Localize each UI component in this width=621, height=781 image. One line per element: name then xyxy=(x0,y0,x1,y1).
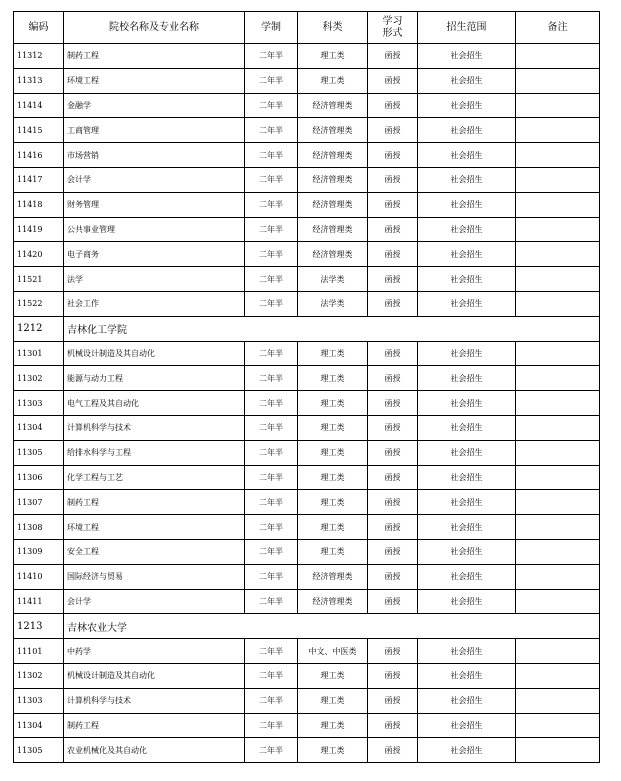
cell-code: 11417 xyxy=(14,167,64,192)
group-row xyxy=(14,316,600,341)
cell-category: 理工类 xyxy=(298,366,368,391)
table-row xyxy=(14,143,600,168)
cell-form: 函授 xyxy=(368,341,418,366)
cell-note xyxy=(516,118,600,143)
cell-scope: 社会招生 xyxy=(418,192,516,217)
table-row xyxy=(14,589,600,614)
cell-length: 二年半 xyxy=(245,639,298,664)
cell-note xyxy=(516,688,600,713)
cell-note xyxy=(516,465,600,490)
cell-length: 二年半 xyxy=(245,167,298,192)
cell-category: 理工类 xyxy=(298,415,368,440)
header-form-line1: 学习 xyxy=(382,15,403,27)
cell-length: 二年半 xyxy=(245,143,298,168)
cell-category: 理工类 xyxy=(298,713,368,738)
cell-code: 11304 xyxy=(14,713,64,738)
cell-scope: 社会招生 xyxy=(418,738,516,763)
cell-scope: 社会招生 xyxy=(418,639,516,664)
cell-name: 农业机械化及其自动化 xyxy=(64,738,245,763)
cell-form: 函授 xyxy=(368,738,418,763)
cell-form: 函授 xyxy=(368,192,418,217)
cell-category: 理工类 xyxy=(298,391,368,416)
cell-form: 函授 xyxy=(368,68,418,93)
cell-name: 法学 xyxy=(64,267,245,292)
cell-note xyxy=(516,242,600,267)
cell-length: 二年半 xyxy=(245,539,298,564)
cell-name: 会计学 xyxy=(64,167,245,192)
header-form-line2: 形式 xyxy=(382,27,403,39)
cell-form: 函授 xyxy=(368,663,418,688)
cell-length: 二年半 xyxy=(245,44,298,69)
cell-code: 11304 xyxy=(14,415,64,440)
cell-category: 经济管理类 xyxy=(298,564,368,589)
cell-scope: 社会招生 xyxy=(418,688,516,713)
cell-scope: 社会招生 xyxy=(418,564,516,589)
cell-note xyxy=(516,663,600,688)
cell-note xyxy=(516,44,600,69)
table-row xyxy=(14,639,600,664)
cell-length: 二年半 xyxy=(245,688,298,713)
cell-length: 二年半 xyxy=(245,391,298,416)
cell-scope: 社会招生 xyxy=(418,539,516,564)
header-category: 科类 xyxy=(298,12,368,44)
cell-name: 财务管理 xyxy=(64,192,245,217)
cell-scope: 社会招生 xyxy=(418,341,516,366)
cell-code: 11416 xyxy=(14,143,64,168)
table-row xyxy=(14,167,600,192)
cell-name: 社会工作 xyxy=(64,291,245,316)
table-row xyxy=(14,242,600,267)
cell-form: 函授 xyxy=(368,366,418,391)
group-code: 1213 xyxy=(14,614,64,639)
table-row xyxy=(14,391,600,416)
table-row xyxy=(14,291,600,316)
header-note: 备注 xyxy=(516,12,600,44)
cell-category: 中文、中医类 xyxy=(298,639,368,664)
cell-category: 法学类 xyxy=(298,267,368,292)
cell-name: 制药工程 xyxy=(64,713,245,738)
cell-form: 函授 xyxy=(368,93,418,118)
cell-category: 经济管理类 xyxy=(298,589,368,614)
cell-note xyxy=(516,589,600,614)
cell-code: 11302 xyxy=(14,366,64,391)
cell-scope: 社会招生 xyxy=(418,143,516,168)
cell-code: 11306 xyxy=(14,465,64,490)
cell-form: 函授 xyxy=(368,440,418,465)
cell-code: 11305 xyxy=(14,738,64,763)
cell-name: 会计学 xyxy=(64,589,245,614)
cell-scope: 社会招生 xyxy=(418,267,516,292)
cell-category: 经济管理类 xyxy=(298,93,368,118)
header-scope: 招生范围 xyxy=(418,12,516,44)
cell-note xyxy=(516,143,600,168)
cell-length: 二年半 xyxy=(245,515,298,540)
cell-length: 二年半 xyxy=(245,465,298,490)
cell-scope: 社会招生 xyxy=(418,217,516,242)
cell-form: 函授 xyxy=(368,267,418,292)
cell-name: 机械设计制造及其自动化 xyxy=(64,663,245,688)
cell-scope: 社会招生 xyxy=(418,415,516,440)
cell-note xyxy=(516,267,600,292)
cell-category: 理工类 xyxy=(298,44,368,69)
cell-name: 环境工程 xyxy=(64,515,245,540)
header-code: 编码 xyxy=(14,12,64,44)
cell-category: 经济管理类 xyxy=(298,143,368,168)
cell-note xyxy=(516,639,600,664)
cell-category: 理工类 xyxy=(298,738,368,763)
cell-category: 理工类 xyxy=(298,539,368,564)
cell-scope: 社会招生 xyxy=(418,663,516,688)
cell-note xyxy=(516,391,600,416)
cell-code: 11419 xyxy=(14,217,64,242)
cell-category: 理工类 xyxy=(298,68,368,93)
cell-form: 函授 xyxy=(368,118,418,143)
cell-form: 函授 xyxy=(368,167,418,192)
cell-code: 11522 xyxy=(14,291,64,316)
header-row xyxy=(14,12,600,44)
cell-scope: 社会招生 xyxy=(418,440,516,465)
cell-name: 电气工程及其自动化 xyxy=(64,391,245,416)
cell-form: 函授 xyxy=(368,490,418,515)
cell-note xyxy=(516,539,600,564)
cell-scope: 社会招生 xyxy=(418,242,516,267)
cell-code: 11418 xyxy=(14,192,64,217)
cell-length: 二年半 xyxy=(245,366,298,391)
cell-note xyxy=(516,564,600,589)
header-length: 学制 xyxy=(245,12,298,44)
cell-note xyxy=(516,217,600,242)
enrollment-table xyxy=(13,11,600,763)
cell-length: 二年半 xyxy=(245,192,298,217)
group-name: 吉林化工学院 xyxy=(64,316,600,341)
cell-category: 理工类 xyxy=(298,490,368,515)
cell-code: 11312 xyxy=(14,44,64,69)
cell-length: 二年半 xyxy=(245,415,298,440)
cell-note xyxy=(516,366,600,391)
cell-note xyxy=(516,440,600,465)
cell-form: 函授 xyxy=(368,713,418,738)
cell-code: 11303 xyxy=(14,688,64,713)
cell-category: 经济管理类 xyxy=(298,167,368,192)
cell-form: 函授 xyxy=(368,688,418,713)
header-name: 院校名称及专业名称 xyxy=(64,12,245,44)
cell-scope: 社会招生 xyxy=(418,118,516,143)
cell-scope: 社会招生 xyxy=(418,465,516,490)
cell-code: 11309 xyxy=(14,539,64,564)
cell-note xyxy=(516,68,600,93)
cell-category: 理工类 xyxy=(298,515,368,540)
cell-name: 计算机科学与技术 xyxy=(64,415,245,440)
cell-scope: 社会招生 xyxy=(418,713,516,738)
table-row xyxy=(14,564,600,589)
cell-name: 国际经济与贸易 xyxy=(64,564,245,589)
cell-category: 法学类 xyxy=(298,291,368,316)
cell-form: 函授 xyxy=(368,143,418,168)
cell-length: 二年半 xyxy=(245,291,298,316)
cell-form: 函授 xyxy=(368,291,418,316)
cell-name: 给排水科学与工程 xyxy=(64,440,245,465)
cell-name: 公共事业管理 xyxy=(64,217,245,242)
cell-scope: 社会招生 xyxy=(418,589,516,614)
cell-code: 11521 xyxy=(14,267,64,292)
cell-length: 二年半 xyxy=(245,564,298,589)
cell-category: 经济管理类 xyxy=(298,118,368,143)
cell-code: 11305 xyxy=(14,440,64,465)
cell-code: 11411 xyxy=(14,589,64,614)
cell-note xyxy=(516,291,600,316)
cell-scope: 社会招生 xyxy=(418,391,516,416)
cell-name: 金融学 xyxy=(64,93,245,118)
cell-name: 环境工程 xyxy=(64,68,245,93)
cell-category: 经济管理类 xyxy=(298,242,368,267)
cell-scope: 社会招生 xyxy=(418,515,516,540)
cell-code: 11301 xyxy=(14,341,64,366)
cell-length: 二年半 xyxy=(245,589,298,614)
cell-name: 化学工程与工艺 xyxy=(64,465,245,490)
cell-form: 函授 xyxy=(368,515,418,540)
table-row xyxy=(14,440,600,465)
table-row xyxy=(14,93,600,118)
cell-name: 制药工程 xyxy=(64,490,245,515)
cell-note xyxy=(516,415,600,440)
cell-code: 11420 xyxy=(14,242,64,267)
cell-code: 11415 xyxy=(14,118,64,143)
cell-code: 11307 xyxy=(14,490,64,515)
table-row xyxy=(14,192,600,217)
cell-length: 二年半 xyxy=(245,242,298,267)
cell-length: 二年半 xyxy=(245,68,298,93)
cell-length: 二年半 xyxy=(245,118,298,143)
cell-category: 经济管理类 xyxy=(298,192,368,217)
cell-name: 电子商务 xyxy=(64,242,245,267)
table-row xyxy=(14,267,600,292)
cell-note xyxy=(516,738,600,763)
cell-name: 安全工程 xyxy=(64,539,245,564)
cell-code: 11313 xyxy=(14,68,64,93)
table-row xyxy=(14,68,600,93)
cell-length: 二年半 xyxy=(245,93,298,118)
cell-category: 理工类 xyxy=(298,663,368,688)
cell-form: 函授 xyxy=(368,391,418,416)
cell-code: 11303 xyxy=(14,391,64,416)
cell-category: 理工类 xyxy=(298,440,368,465)
cell-note xyxy=(516,515,600,540)
cell-scope: 社会招生 xyxy=(418,44,516,69)
cell-name: 能源与动力工程 xyxy=(64,366,245,391)
cell-length: 二年半 xyxy=(245,490,298,515)
table-row xyxy=(14,118,600,143)
cell-code: 11101 xyxy=(14,639,64,664)
cell-form: 函授 xyxy=(368,564,418,589)
cell-category: 理工类 xyxy=(298,341,368,366)
cell-scope: 社会招生 xyxy=(418,93,516,118)
table-row xyxy=(14,341,600,366)
cell-length: 二年半 xyxy=(245,341,298,366)
cell-category: 经济管理类 xyxy=(298,217,368,242)
cell-form: 函授 xyxy=(368,44,418,69)
group-name: 吉林农业大学 xyxy=(64,614,600,639)
cell-scope: 社会招生 xyxy=(418,366,516,391)
cell-length: 二年半 xyxy=(245,713,298,738)
group-row xyxy=(14,614,600,639)
table-row xyxy=(14,490,600,515)
cell-form: 函授 xyxy=(368,539,418,564)
cell-name: 工商管理 xyxy=(64,118,245,143)
cell-length: 二年半 xyxy=(245,267,298,292)
table-row xyxy=(14,539,600,564)
cell-note xyxy=(516,192,600,217)
cell-name: 中药学 xyxy=(64,639,245,664)
cell-note xyxy=(516,490,600,515)
cell-note xyxy=(516,713,600,738)
cell-category: 理工类 xyxy=(298,688,368,713)
cell-form: 函授 xyxy=(368,415,418,440)
cell-note xyxy=(516,341,600,366)
group-code: 1212 xyxy=(14,316,64,341)
table-row xyxy=(14,663,600,688)
table-row xyxy=(14,465,600,490)
table-row xyxy=(14,415,600,440)
cell-name: 计算机科学与技术 xyxy=(64,688,245,713)
cell-name: 制药工程 xyxy=(64,44,245,69)
cell-note xyxy=(516,167,600,192)
cell-code: 11414 xyxy=(14,93,64,118)
cell-form: 函授 xyxy=(368,639,418,664)
cell-scope: 社会招生 xyxy=(418,291,516,316)
cell-length: 二年半 xyxy=(245,440,298,465)
cell-length: 二年半 xyxy=(245,738,298,763)
cell-name: 机械设计制造及其自动化 xyxy=(64,341,245,366)
cell-note xyxy=(516,93,600,118)
table-row xyxy=(14,44,600,69)
cell-category: 理工类 xyxy=(298,465,368,490)
table-row xyxy=(14,366,600,391)
table-row xyxy=(14,688,600,713)
cell-code: 11410 xyxy=(14,564,64,589)
cell-code: 11302 xyxy=(14,663,64,688)
cell-length: 二年半 xyxy=(245,663,298,688)
table-row xyxy=(14,713,600,738)
cell-form: 函授 xyxy=(368,242,418,267)
cell-form: 函授 xyxy=(368,217,418,242)
cell-length: 二年半 xyxy=(245,217,298,242)
cell-code: 11308 xyxy=(14,515,64,540)
cell-scope: 社会招生 xyxy=(418,68,516,93)
cell-scope: 社会招生 xyxy=(418,167,516,192)
cell-form: 函授 xyxy=(368,465,418,490)
table-row xyxy=(14,515,600,540)
header-form xyxy=(368,12,418,44)
table-row xyxy=(14,217,600,242)
cell-form: 函授 xyxy=(368,589,418,614)
cell-name: 市场营销 xyxy=(64,143,245,168)
cell-scope: 社会招生 xyxy=(418,490,516,515)
table-body xyxy=(14,44,600,763)
table-row xyxy=(14,738,600,763)
